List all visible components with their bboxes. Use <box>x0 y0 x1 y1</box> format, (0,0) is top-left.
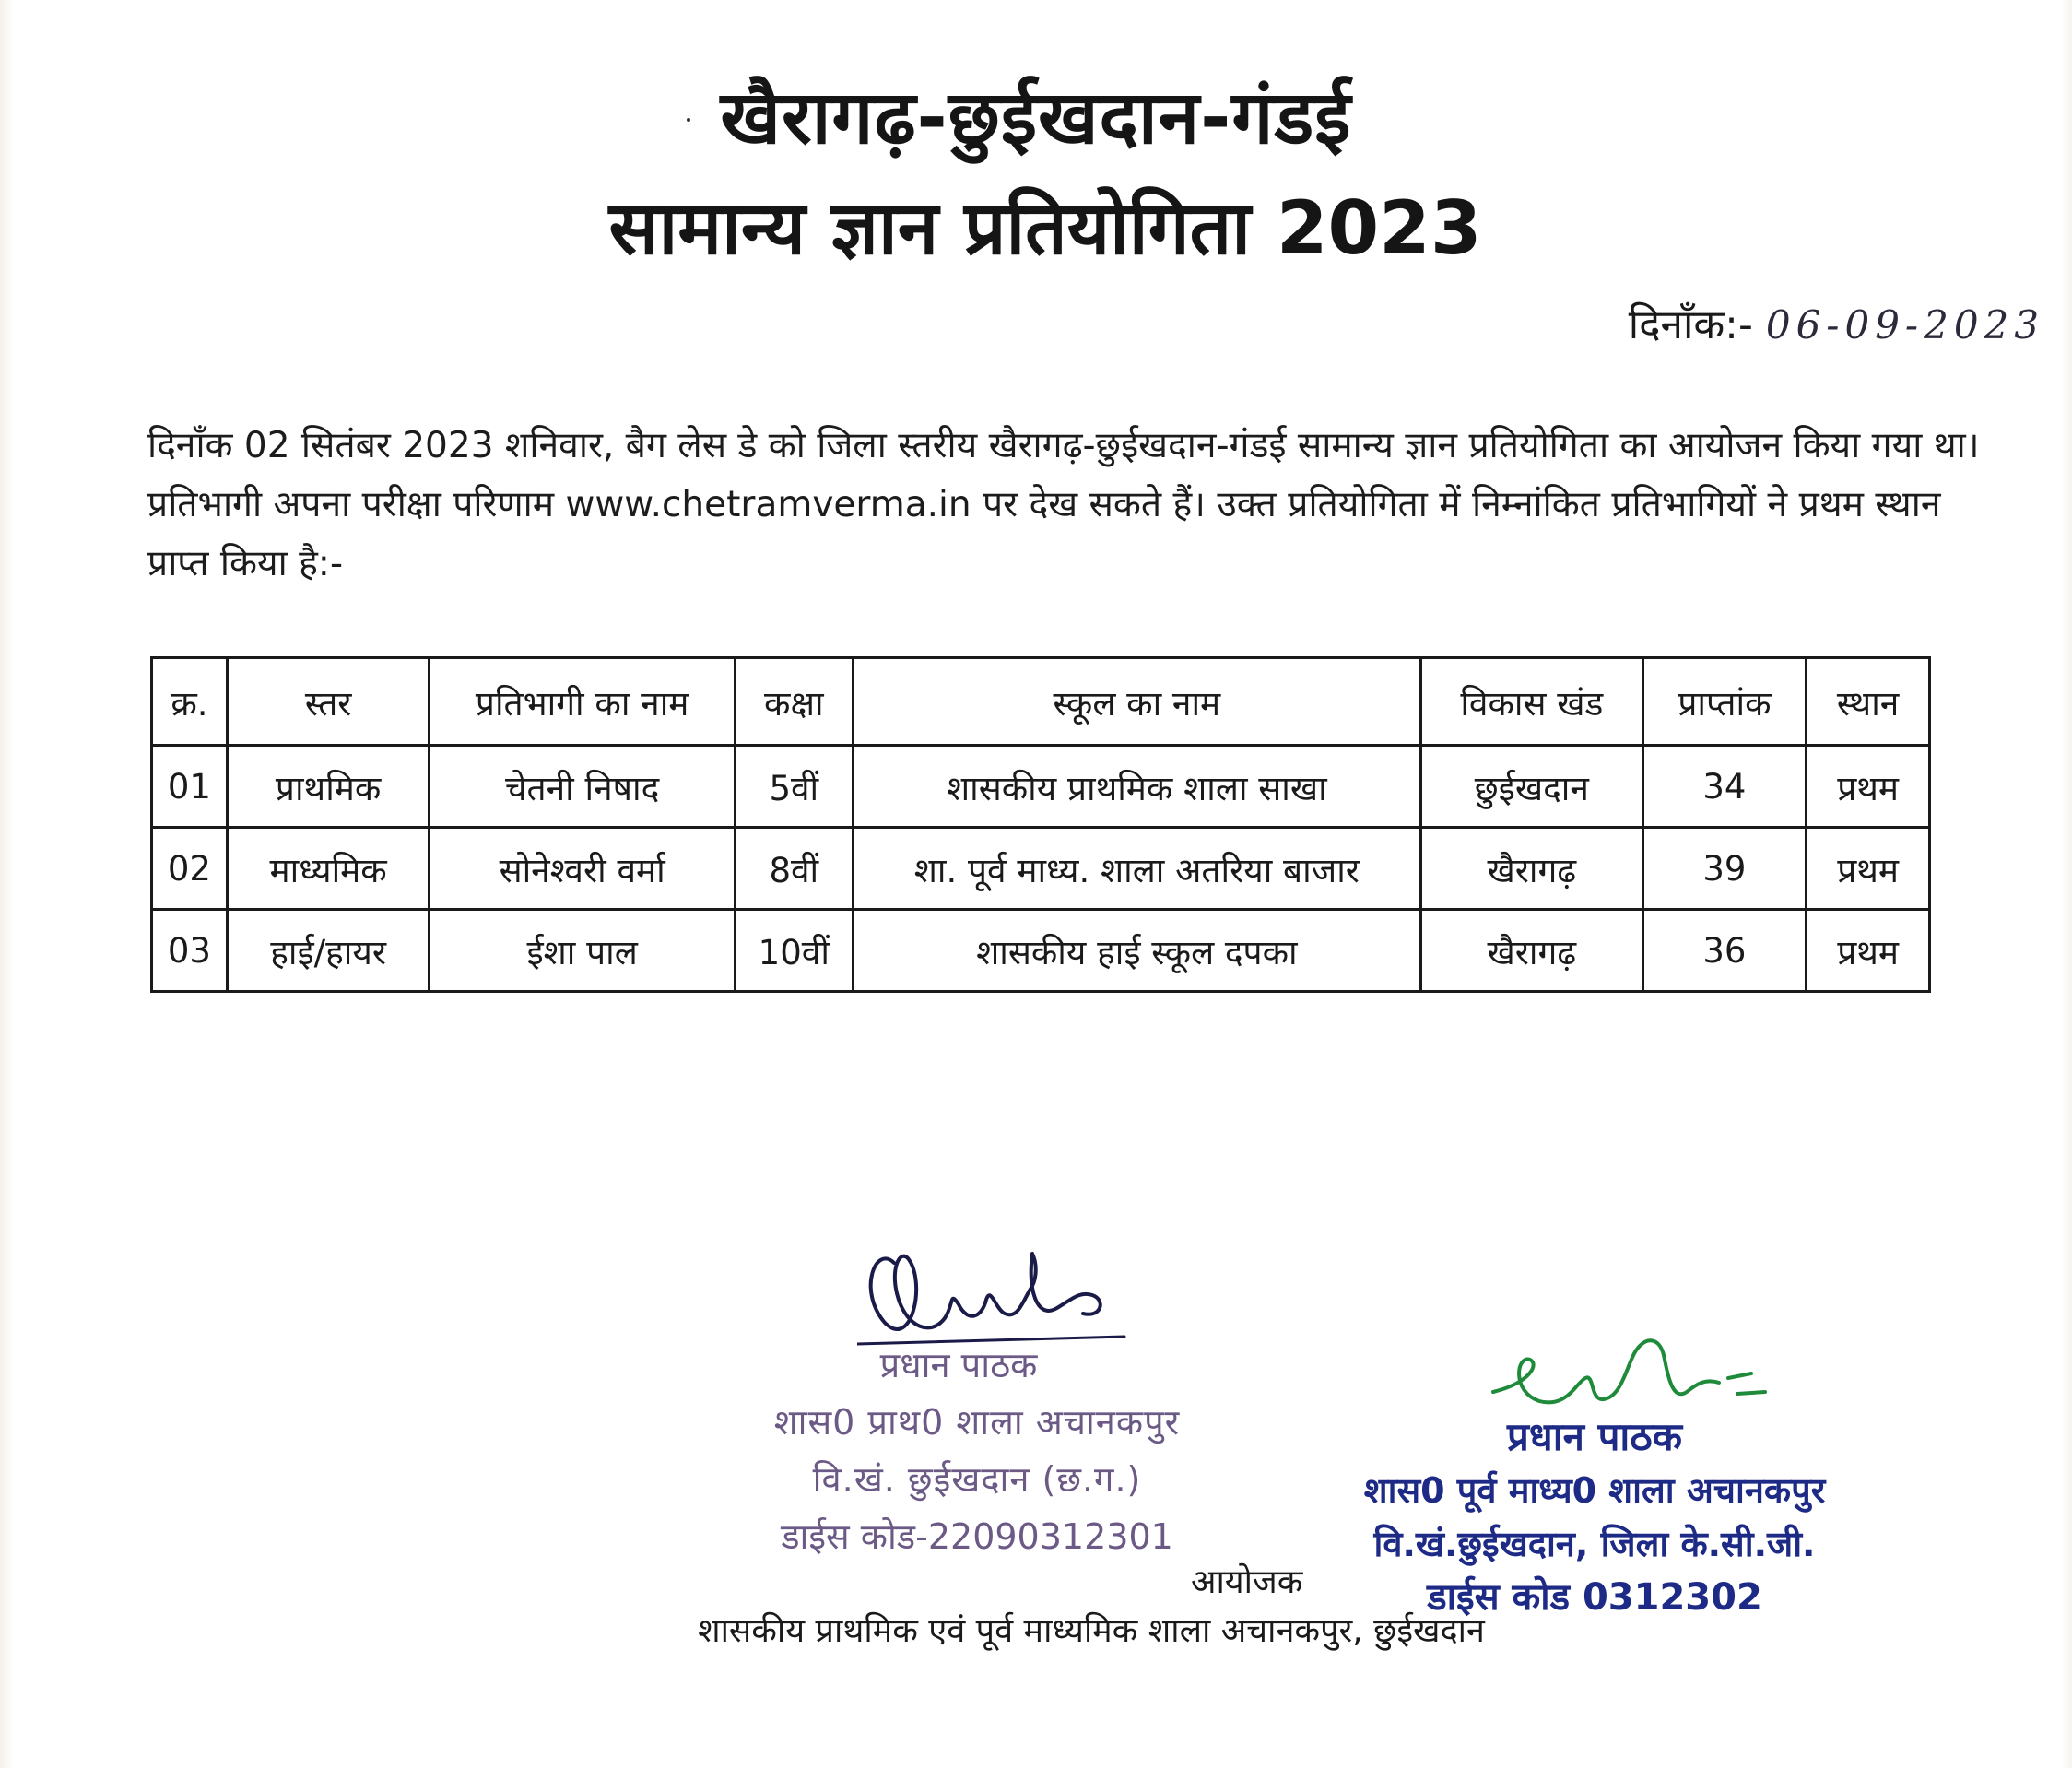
results-table <box>150 656 1931 993</box>
stamp-right-dise-code: डाईस कोड 0312302 <box>1427 1576 1762 1619</box>
title-line-2: सामान्य ज्ञान प्रतियोगिता 2023 <box>608 185 1482 271</box>
cell-class: 5वीं <box>735 746 853 828</box>
cell-position: प्रथम <box>1807 828 1930 910</box>
intro-paragraph: दिनाँक 02 सितंबर 2023 शनिवार, बैग लेस डे को जिला स्तरीय खैरागढ़-छुईखदान-गंडई सामान्य ज्ञान प्रतियोगिता का आयोजन किया गया था। प्रतिभागी अपना परीक्षा परिणाम www.chetramverma.in पर देख सकते हैं। उक्त प्रतियोगिता में निम्नांकित प्रतिभागियों ने प्रथम स्थान प्राप्त किया है:- <box>147 425 1980 584</box>
stamp-right-district: वि.खं.छुईखदान, जिला के.सी.जी. <box>1373 1524 1816 1564</box>
stamp-left-title: प्रधान पाठक <box>879 1345 1038 1385</box>
cell-marks: 39 <box>1642 828 1807 910</box>
cell-marks: 36 <box>1642 910 1807 992</box>
table-row <box>152 910 1930 992</box>
table-row <box>152 746 1930 828</box>
date-value-handwritten: 06-09-2023 <box>1765 302 2044 348</box>
cell-block: खैरागढ़ <box>1421 910 1643 992</box>
title-line-1: खैरागढ़-छुईखदान-गंडई <box>720 75 1352 160</box>
header-participant-name: प्रतिभागी का नाम <box>430 658 736 746</box>
cell-block: छुईखदान <box>1421 746 1643 828</box>
header-class: कक्षा <box>735 658 853 746</box>
cell-serial: 02 <box>152 828 228 910</box>
organizer-label: आयोजक <box>1191 1563 1303 1601</box>
cell-serial: 01 <box>152 746 228 828</box>
cell-block: खैरागढ़ <box>1421 828 1643 910</box>
cell-level: माध्यमिक <box>227 828 430 910</box>
stamp-left-block: वि.खं. छुईखदान (छ.ग.) <box>812 1459 1142 1500</box>
cell-level: हाई/हायर <box>227 910 430 992</box>
cell-class: 8वीं <box>735 828 853 910</box>
date-line <box>1629 295 2044 350</box>
stamp-left <box>719 1337 1235 1565</box>
cell-participant-name: चेतनी निषाद <box>430 746 736 828</box>
header-school-name: स्कूल का नाम <box>853 658 1420 746</box>
table-header-row <box>152 658 1930 746</box>
header-position: स्थान <box>1807 658 1930 746</box>
cell-school-name: शासकीय प्राथमिक शाला साखा <box>853 746 1420 828</box>
header-serial: क्र. <box>152 658 228 746</box>
cell-school-name: शासकीय हाई स्कूल दपका <box>853 910 1420 992</box>
cell-class: 10वीं <box>735 910 853 992</box>
stamp-right-title: प्रधान पाठक <box>1507 1414 1682 1459</box>
stamp-right <box>1346 1410 1843 1624</box>
header-marks: प्राप्तांक <box>1642 658 1807 746</box>
cell-school-name: शा. पूर्व माध्य. शाला अतरिया बाजार <box>853 828 1420 910</box>
cell-participant-name: सोनेश्वरी वर्मा <box>430 828 736 910</box>
header-level: स्तर <box>227 658 430 746</box>
cell-position: प्रथम <box>1807 910 1930 992</box>
cell-marks: 34 <box>1642 746 1807 828</box>
stamp-left-school: शास0 प्राथ0 शाला अचानकपुर <box>773 1402 1181 1443</box>
cell-participant-name: ईशा पाल <box>430 910 736 992</box>
date-label: दिनाँक:- <box>1628 301 1753 348</box>
organizer-name: शासकीय प्राथमिक एवं पूर्व माध्यमिक शाला अचानकपुर, छुईखदान <box>698 1612 1485 1650</box>
cell-position: प्रथम <box>1807 746 1930 828</box>
stamp-left-dise-code: डाईस कोड-22090312301 <box>781 1516 1173 1557</box>
cell-serial: 03 <box>152 910 228 992</box>
cell-level: प्राथमिक <box>227 746 430 828</box>
table-row <box>152 828 1930 910</box>
stamp-right-school: शास0 पूर्व माध्य0 शाला अचानकपुर <box>1363 1470 1826 1511</box>
header-block: विकास खंड <box>1421 658 1643 746</box>
